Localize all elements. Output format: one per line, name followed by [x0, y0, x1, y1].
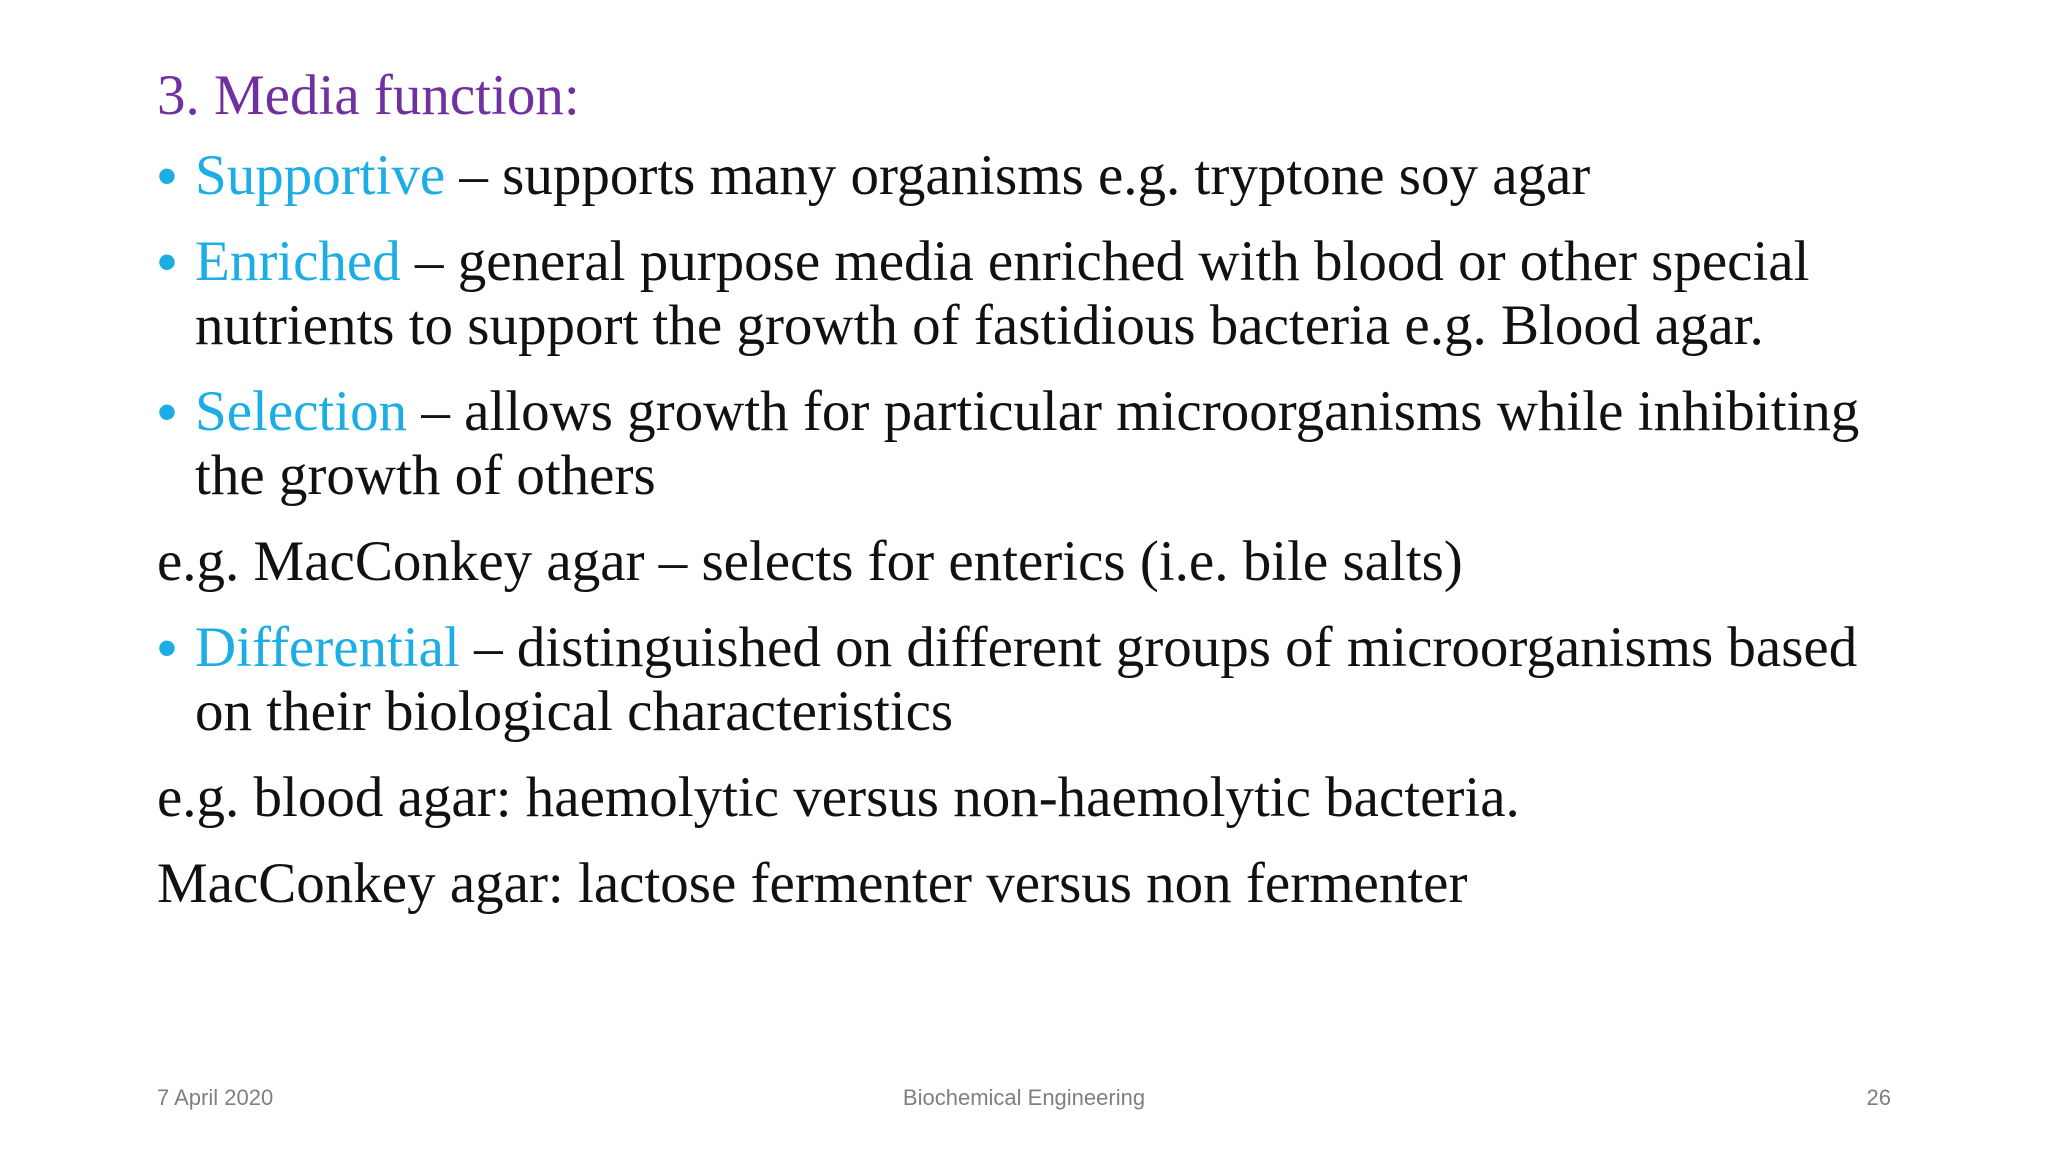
definition-differential: – distinguished on different groups of microorganisms based on their biological characteristics [195, 616, 1858, 743]
term-selection: Selection [195, 380, 408, 443]
footer-page-number: 26 [1866, 1085, 1891, 1110]
example-macconkey-selective: e.g. MacConkey agar – selects for enterics (i.e. bile salts) [157, 530, 1463, 593]
bullet-enriched [157, 230, 1897, 358]
term-supportive: Supportive [195, 144, 446, 207]
example-blood-agar: e.g. blood agar: haemolytic versus non-haemolytic bacteria. [157, 766, 1520, 829]
bullet-selection [157, 380, 1897, 508]
definition-supportive: – supports many organisms e.g. tryptone soy agar [445, 144, 1591, 207]
example-macconkey-lactose: MacConkey agar: lactose fermenter versus non fermenter [157, 852, 1468, 915]
footer-date: 7 April 2020 [157, 1085, 274, 1110]
slide-body [157, 144, 1897, 938]
bullet-supportive [157, 144, 1897, 208]
bullet-icon: • [157, 380, 177, 444]
term-differential: Differential [195, 616, 460, 679]
definition-enriched: – general purpose media enriched with blood or other special nutrients to support the growth of fastidious bacteria e.g. Blood agar. [195, 230, 1810, 357]
bullet-differential [157, 616, 1897, 744]
bullet-icon: • [157, 230, 177, 294]
slide-title: 3. Media function: [157, 64, 580, 127]
bullet-icon: • [157, 616, 177, 680]
bullet-icon: • [157, 144, 177, 208]
footer-title: Biochemical Engineering [902, 1085, 1146, 1110]
definition-selection: – allows growth for particular microorganisms while inhibiting the growth of others [195, 380, 1860, 507]
term-enriched: Enriched [195, 230, 401, 293]
